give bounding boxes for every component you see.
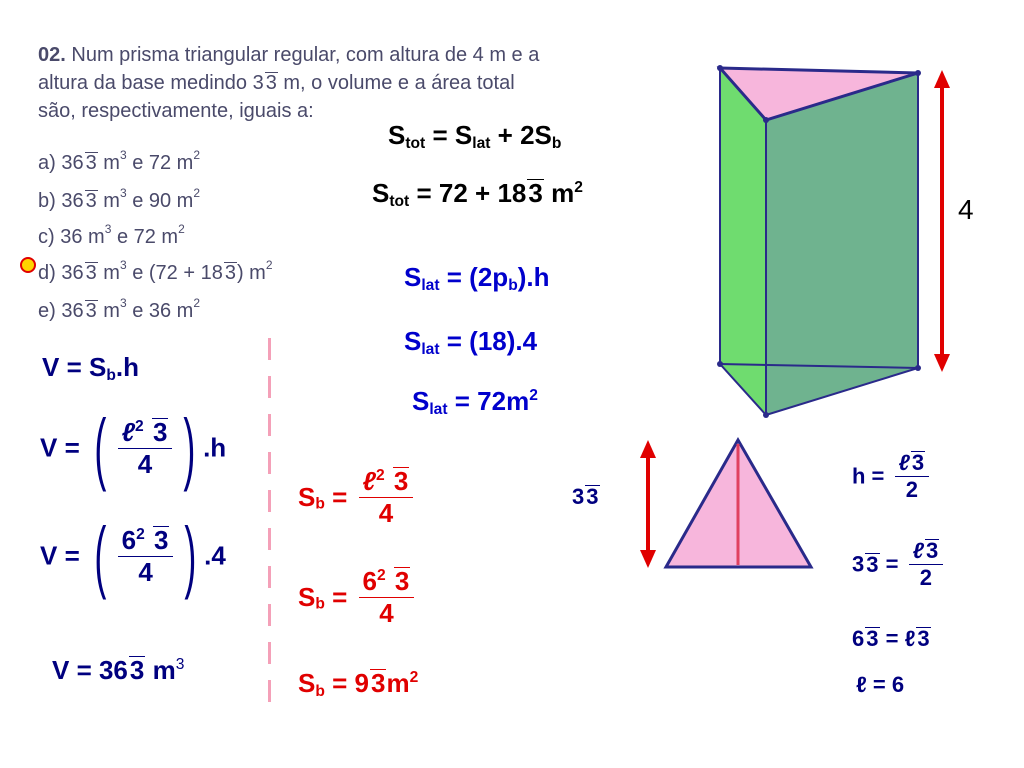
expr: = (879, 551, 905, 577)
radicand: 3 (85, 190, 97, 212)
denominator: 4 (359, 497, 414, 529)
option-text: 36 (55, 300, 84, 322)
denominator: 4 (359, 597, 415, 629)
question-text-3: são, respectivamente, iguais a: (38, 100, 314, 122)
symbol: S (412, 386, 430, 416)
option-letter: a) (38, 152, 56, 174)
radicand: 3 (917, 626, 930, 651)
exponent: 2 (265, 258, 273, 272)
exponent: 3 (104, 222, 112, 236)
subscript: b (551, 135, 562, 152)
exponent: 2 (135, 417, 144, 435)
exponent: 2 (193, 148, 201, 162)
radicand: 3 (85, 152, 97, 174)
denominator: 4 (118, 448, 173, 480)
option-letter: e) (38, 300, 56, 322)
option-text: m (97, 152, 120, 174)
option-text: e 72 m (111, 226, 179, 248)
expr: = 72m (447, 386, 530, 416)
left-paren: ( (94, 511, 107, 600)
base-height-arrow (640, 440, 656, 568)
sqrt (585, 485, 599, 508)
option-letter: d) (38, 262, 56, 284)
expr: .4 (204, 540, 226, 571)
symbol: S (404, 262, 422, 292)
subscript: b (508, 277, 518, 294)
exponent: 2 (574, 179, 583, 196)
option-text: 36 (55, 262, 84, 284)
height-value: 4 (958, 194, 974, 225)
expr: .h (203, 432, 227, 463)
subscript: lat (429, 401, 448, 418)
radicand: 3 (154, 524, 169, 555)
exponent: 2 (193, 186, 201, 200)
coefficient: 3 (572, 484, 585, 509)
exponent: 3 (119, 186, 127, 200)
exponent: 2 (376, 567, 386, 584)
ell: ℓ (912, 538, 924, 563)
option-text: 36 m (54, 226, 105, 248)
denominator: 2 (895, 476, 930, 503)
expr: = 72 + 18 (409, 178, 527, 208)
base-height-label (572, 484, 600, 510)
expr: V = (40, 540, 87, 571)
exponent: 3 (119, 258, 127, 272)
ell: ℓ (898, 450, 910, 475)
radicand: 3 (85, 300, 97, 322)
prism-left-face (720, 68, 766, 415)
expr: .h (115, 352, 139, 382)
height-arrow (934, 70, 950, 372)
option-text: 36 (55, 190, 84, 212)
option-text: e (72 + 18 (126, 262, 223, 284)
radicand: 3 (394, 566, 410, 596)
expr: 6 (852, 626, 865, 651)
denominator: 4 (118, 556, 174, 588)
radicand: 3 (911, 450, 925, 475)
radicand: 3 (866, 626, 879, 651)
expr: h = (852, 463, 891, 489)
exponent: 3 (175, 656, 185, 673)
expr: = (324, 482, 355, 512)
option-text: m (97, 262, 120, 284)
exponent: 3 (119, 296, 127, 310)
option-text: e 72 m (126, 152, 194, 174)
exponent: 2 (136, 525, 145, 543)
radicand: 3 (152, 416, 168, 447)
radicand: 3 (925, 538, 939, 563)
subscript: b (315, 683, 325, 700)
subscript: lat (421, 277, 440, 294)
expr: ℓ = 6 (856, 672, 905, 697)
subscript: tot (389, 193, 410, 210)
subscript: tot (405, 135, 426, 152)
radicand: 3 (265, 72, 277, 94)
question-text-1: Num prisma triangular regular, com altura de 4 m e a (71, 44, 540, 66)
symbol: S (404, 326, 422, 356)
height-label (958, 194, 974, 226)
base: 6 (121, 524, 137, 555)
option-text: e 36 m (126, 300, 194, 322)
exponent: 3 (119, 148, 127, 162)
subscript: b (106, 367, 116, 384)
radicand: 3 (866, 552, 879, 577)
option-text: 36 (55, 152, 84, 174)
expr: = ℓ (879, 626, 916, 651)
left-paren: ( (94, 403, 107, 492)
expr: = S (425, 120, 473, 150)
question-text-2a: altura da base medindo 3 (38, 72, 264, 94)
expr: V = S (42, 352, 107, 382)
subscript: b (315, 595, 325, 613)
exponent: 2 (409, 669, 419, 686)
subscript: lat (421, 341, 440, 358)
expr: = (324, 582, 355, 612)
right-paren: ) (183, 403, 196, 492)
unit: m (386, 668, 410, 698)
symbol: S (298, 582, 316, 612)
symbol: S (298, 668, 316, 698)
denominator: 2 (909, 564, 944, 591)
expr: + 2S (490, 120, 552, 150)
symbol: S (298, 482, 316, 512)
ell: ℓ (362, 466, 376, 496)
unit: m (551, 178, 575, 208)
exponent: 2 (193, 296, 201, 310)
radicand: 3 (528, 178, 543, 208)
expr: 3 (852, 551, 865, 577)
subscript: lat (472, 135, 491, 152)
radicand: 3 (224, 262, 236, 284)
exponent: 2 (178, 222, 185, 236)
base: 6 (362, 566, 377, 596)
subscript: b (315, 495, 325, 513)
ell: ℓ (121, 416, 136, 447)
right-paren: ) (184, 511, 197, 600)
expr: = (18).4 (439, 326, 538, 356)
expr: = (2p (439, 262, 509, 292)
option-text: m (97, 190, 120, 212)
prism-right-face (766, 73, 918, 415)
question-text-2b: m, o volume e a área total (277, 72, 515, 94)
unit: m (145, 655, 176, 685)
symbol: S (388, 120, 406, 150)
radicand: 3 (85, 262, 97, 284)
exponent: 2 (529, 387, 538, 404)
radicand: 3 (393, 466, 409, 496)
radicand: 3 (586, 484, 599, 509)
exponent: 2 (375, 467, 385, 484)
option-letter: c) (38, 226, 55, 248)
option-text: ) m (236, 262, 266, 284)
option-text: e 90 m (126, 190, 194, 212)
expr: V = 36 (52, 655, 128, 685)
radicand: 3 (129, 655, 145, 685)
expr: V = (40, 432, 87, 463)
question-number: 02. (38, 44, 66, 66)
symbol: S (372, 178, 390, 208)
option-text: m (97, 300, 120, 322)
option-letter: b) (38, 190, 56, 212)
expr: = 9 (324, 668, 369, 698)
expr: ).h (517, 262, 550, 292)
radicand: 3 (370, 668, 386, 698)
